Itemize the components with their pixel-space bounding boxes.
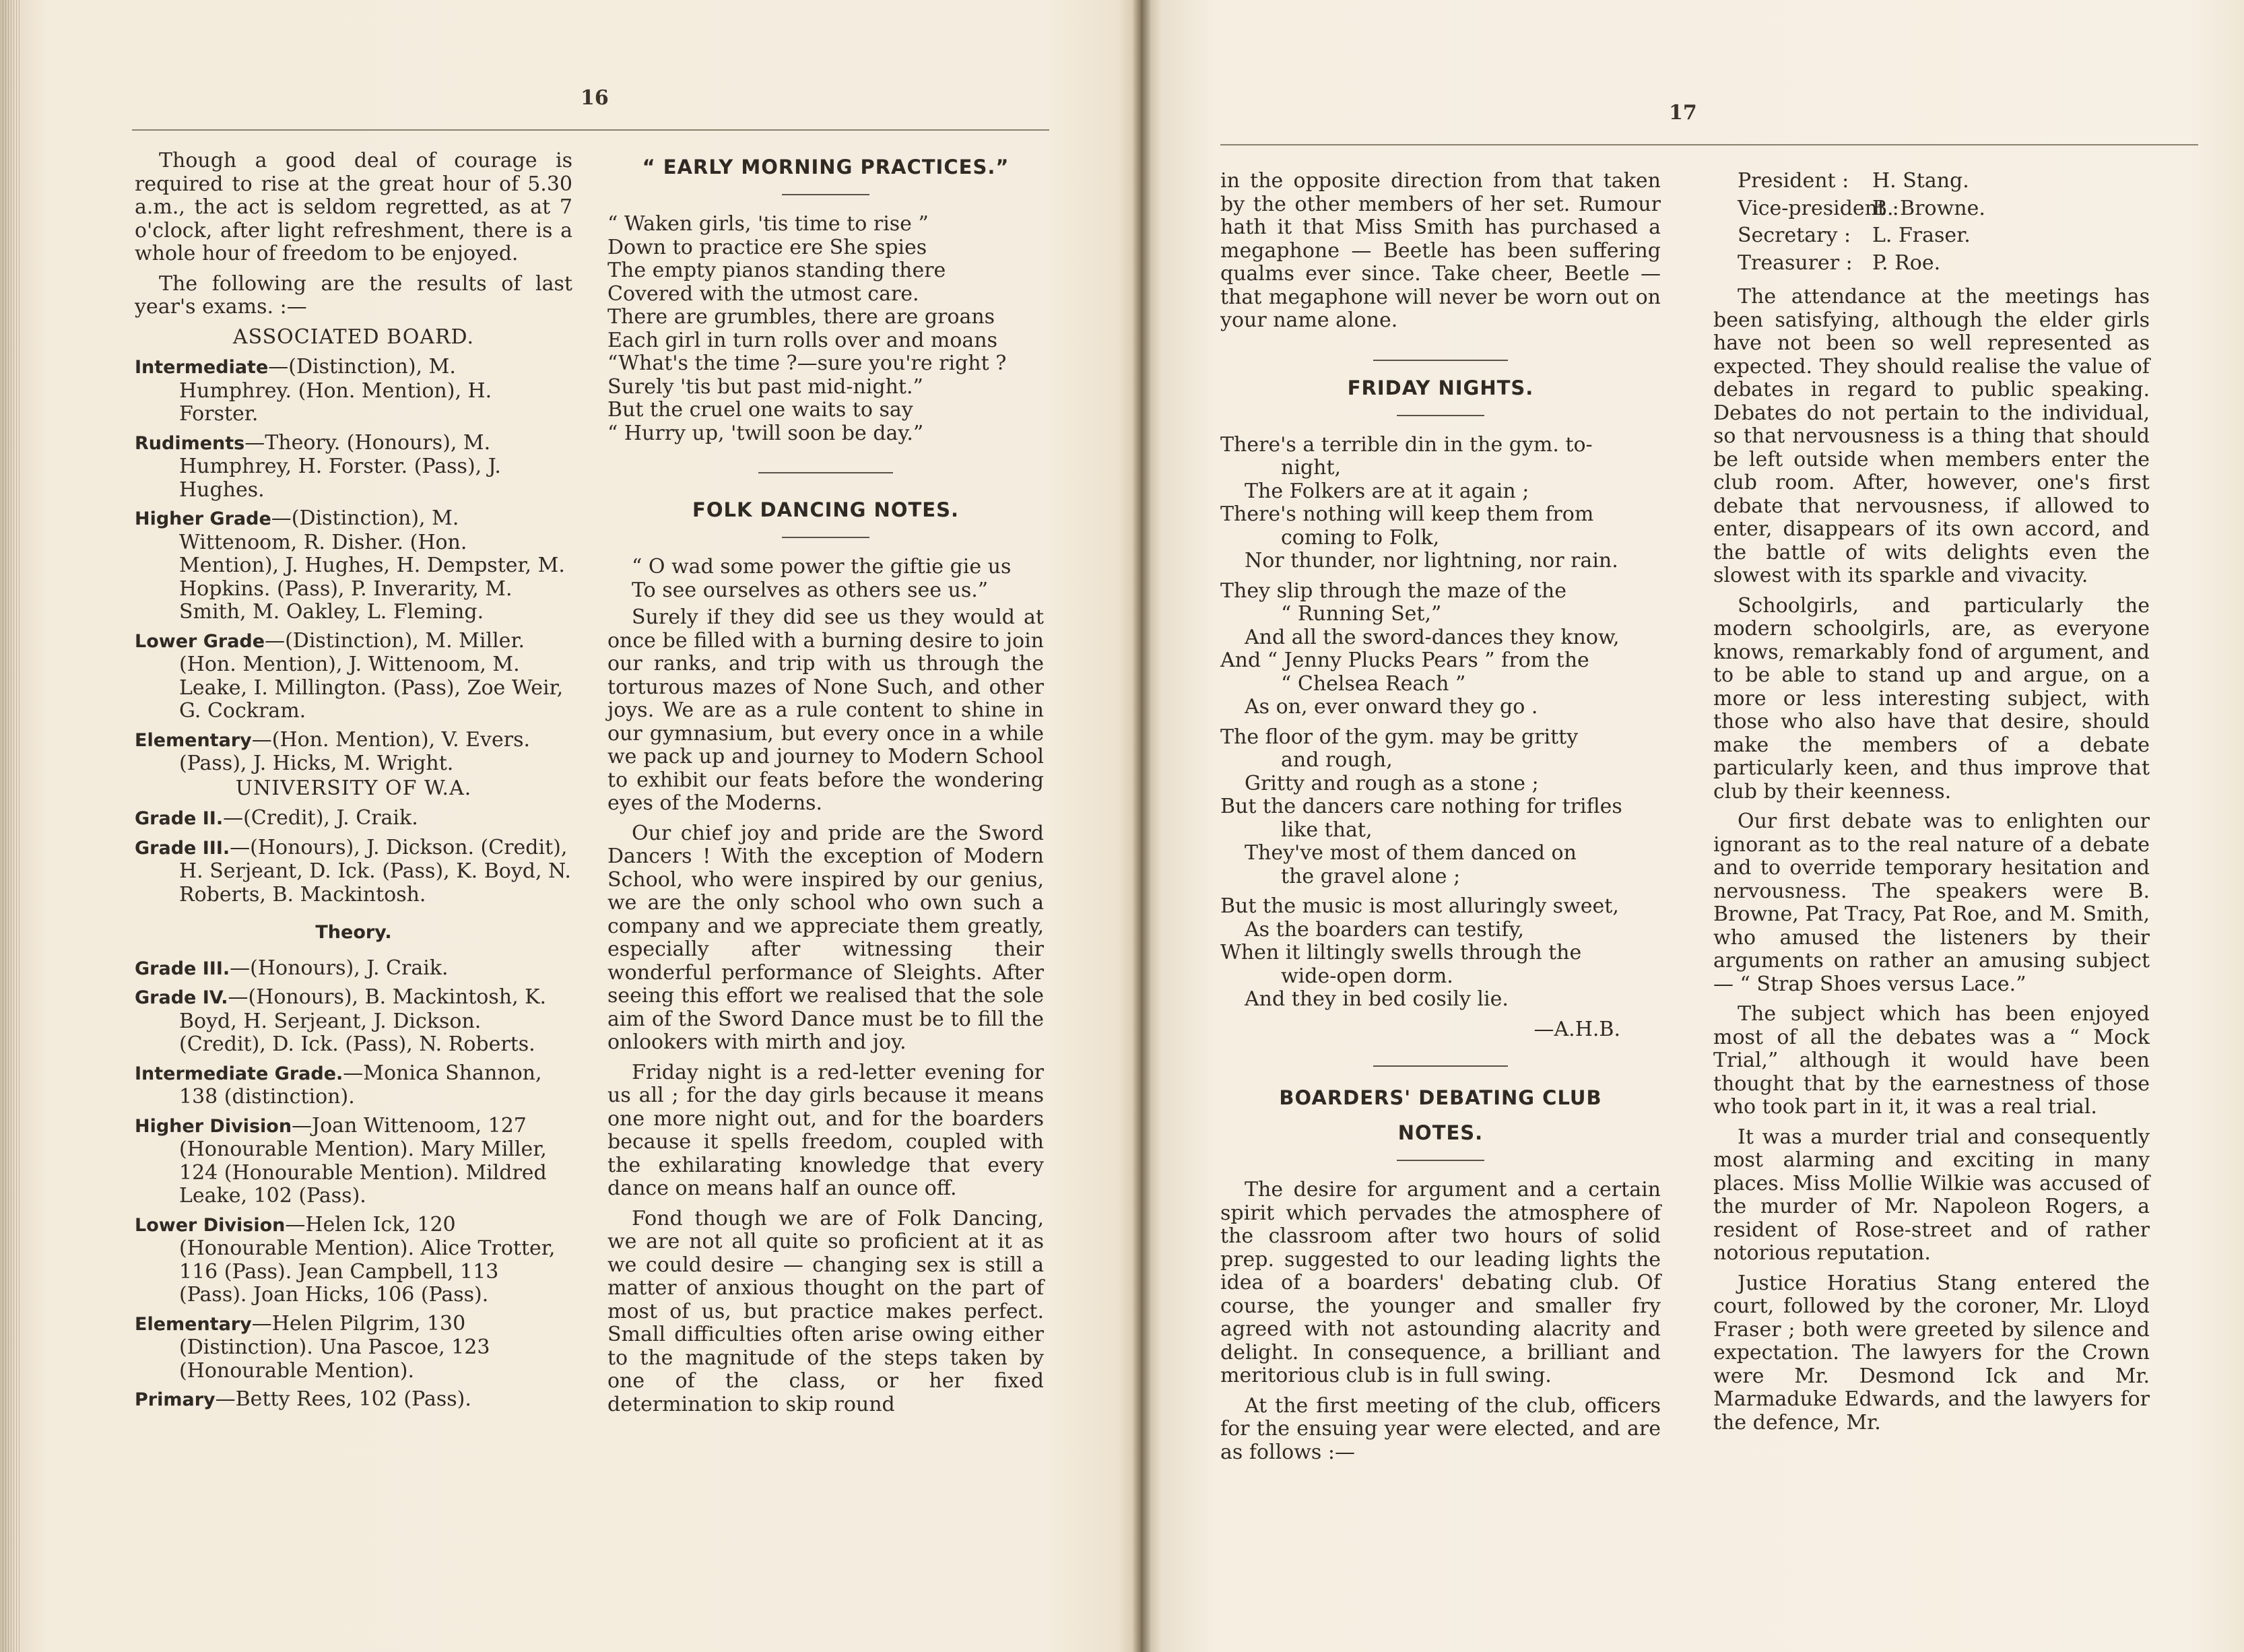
poem-line: As on, ever onward they go . [1245, 695, 1538, 719]
result-entry [135, 836, 572, 907]
folk-quote [607, 556, 1044, 602]
debating-club-title-notes: NOTES. [1397, 1121, 1484, 1144]
poem-line: “ Waken girls, 'tis time to rise ” [607, 212, 929, 236]
result-entry [135, 630, 572, 723]
section-divider [1373, 360, 1508, 361]
poem-line: The floor of the gym. may be gritty [1220, 725, 1579, 749]
debating-continued-column [1713, 170, 2150, 1441]
poem-line: Each girl in turn rolls over and moans [607, 328, 997, 352]
result-entry [135, 507, 572, 624]
book-spine [1133, 0, 1150, 1652]
folk-continuation: in the opposite direction from that taken by the other members of her set. Rumour hath it that Miss Smith has purchased a megaphone — Beetle has been suffering qualms ever since. Take cheer, Beetle — that megaphone will never be worn out on your name alone. [1220, 169, 1661, 332]
debating-paragraph: At the first meeting of the club, officers for the ensuing year were elected, and are as follows :— [1220, 1393, 1661, 1464]
early-morning-poem [607, 213, 1044, 445]
result-text: —Betty Rees, 102 (Pass). [215, 1387, 471, 1411]
result-label: Elementary [135, 729, 252, 751]
result-entry [135, 1115, 572, 1208]
result-text: —Joan Wittenoom, 127 (Honourable Mention). Mary Miller, 124 (Honourable Mention). Mildred Leake, 102 (Pass). [179, 1113, 547, 1208]
poem-stanza [1220, 895, 1661, 1012]
university-results-list [135, 807, 572, 906]
poem-line: The empty pianos standing there [607, 259, 946, 282]
poem-line: And they in bed cosily lie. [1245, 987, 1509, 1011]
folk-paragraph: Fond though we are of Folk Dancing, we are not all quite so proficient at it as we could desire — changing sex is still a matter of anxious thought on the part of most of us, but practice makes perfect. Small difficulties often arise owing either to the magnitude of the steps taken by one of the class, or her fixed determination to skip round [607, 1206, 1044, 1416]
poem-stanza [1220, 726, 1661, 889]
poem-line: There's a terrible din in the gym. to- [1220, 432, 1593, 457]
poem-line: When it liltingly swells through the [1220, 941, 1582, 964]
officer-row [1738, 252, 2150, 275]
result-entry [135, 807, 572, 831]
early-morning-title: “ EARLY MORNING PRACTICES.” [642, 156, 1010, 178]
exam-results-column [135, 150, 572, 1418]
result-label: Rudiments [135, 432, 245, 454]
folk-paragraph: Surely if they did see us they would at once be filled with a burning desire to join our ranks, and trip with us through the torturous mazes of None Such, and other joys. We are as a rule content to shine in our gymnasium, but every once in a while we pack up and journey to Modern School to exhibit our feats before the wondering eyes of the Moderns. [607, 605, 1044, 815]
poem-line: But the cruel one waits to say [607, 398, 913, 422]
poem-line: night, [1281, 456, 1342, 480]
friday-debating-column [1220, 170, 1661, 1471]
theory-heading: Theory. [315, 922, 392, 943]
officer-role: Secretary : [1738, 224, 1851, 247]
result-entry [135, 432, 572, 502]
poem-line: like that, [1281, 818, 1373, 842]
board-results-list [135, 356, 572, 776]
result-label: Higher Division [135, 1115, 292, 1137]
result-entry [135, 356, 572, 426]
right-page [1141, 0, 2244, 1652]
folk-paragraph: Our chief joy and pride are the Sword Dancers ! With the exception of Modern School, who were inspired by our genius, we are the only school who own such a company and we appreciate them greatly, especially after witnessing their wonderful performance of Sleights. After seeing this effort we realised that the sole aim of the Sword Dance must be to fill the onlookers with mirth and joy. [607, 821, 1044, 1054]
poem-line: There's nothing will keep them from [1220, 502, 1594, 526]
poem-line: The Folkers are at it again ; [1245, 479, 1529, 503]
poem-line: And all the sword-dances they know, [1245, 625, 1620, 649]
quote-line: To see ourselves as others see us.” [632, 578, 989, 602]
officer-role: Treasurer : [1738, 251, 1853, 275]
poem-line: They slip through the maze of the [1220, 579, 1566, 603]
university-heading: UNIVERSITY OF W.A. [235, 776, 472, 800]
debating-continued-paragraphs [1713, 286, 2150, 1434]
poem-line: Gritty and rough as a stone ; [1245, 771, 1539, 795]
associated-board-heading: ASSOCIATED BOARD. [232, 325, 475, 349]
result-text: —(Distinction), M. Miller. (Hon. Mention), J. Wittenoom, M. Leake, I. Millington. (Pass), Zoe Weir, G. Cockram. [179, 628, 564, 723]
officer-name: H. Stang. [1872, 169, 1969, 193]
result-label: Intermediate Grade. [135, 1063, 343, 1084]
poem-line: and rough, [1281, 748, 1393, 772]
result-label: Primary [135, 1389, 216, 1410]
result-text: —(Honours), B. Mackintosh, K. Boyd, H. Serjeant, J. Dickson. (Credit), D. Ick. (Pass), N. Roberts. [179, 985, 547, 1056]
poem-line: “ Chelsea Reach ” [1281, 671, 1466, 696]
result-entry [135, 1313, 572, 1383]
quote-line: “ O wad some power the giftie gie us [632, 555, 1012, 579]
poem-line: There are grumbles, there are groans [607, 305, 995, 329]
result-text: —(Credit), J. Craik. [223, 806, 418, 830]
debating-paragraph: Our first debate was to enlighten our ignorant as to the real nature of a debate and to override temporary hesitation and nervousness. The speakers were B. Browne, Pat Tracy, Pat Roe, and M. Smith, who amused the listeners by their arguments on rather an amusing subject — “ Strap Shoes versus Lace.” [1713, 810, 2150, 996]
friday-nights-title: FRIDAY NIGHTS. [1347, 376, 1534, 399]
result-label: Intermediate [135, 357, 269, 378]
poem-line: “ Hurry up, 'twill soon be day.” [607, 421, 924, 445]
result-label: Grade II. [135, 808, 224, 829]
result-label: Lower Division [135, 1214, 286, 1236]
folk-dancing-title: FOLK DANCING NOTES. [692, 498, 959, 521]
poem-line: “What's the time ?—sure you're right ? [607, 352, 1007, 375]
poem-line: But the music is most alluringly sweet, [1220, 894, 1619, 918]
result-text: —(Honours), J. Craik. [230, 956, 449, 980]
result-text: —Helen Ick, 120 (Honourable Mention). Alice Trotter, 116 (Pass). Jean Campbell, 113 (Pass). Joan Hicks, 106 (Pass). [179, 1212, 556, 1307]
poem-line: Nor thunder, nor lightning, nor rain. [1245, 549, 1618, 572]
section-divider [758, 472, 893, 473]
poem-line: As the boarders can testify, [1245, 917, 1524, 941]
result-label: Lower Grade [135, 630, 265, 652]
result-text: —Helen Pilgrim, 130 (Distinction). Una Pascoe, 123 (Honourable Mention). [179, 1311, 490, 1383]
title-rule [782, 194, 869, 195]
poem-line: Covered with the utmost care. [607, 282, 919, 306]
poem-stanza [1220, 434, 1661, 573]
title-rule [1397, 415, 1484, 416]
poem-line: Surely 'tis but past mid-night.” [607, 374, 923, 399]
result-entry [135, 729, 572, 776]
debating-paragraph: The subject which has been enjoyed most of all the debates was a “ Mock Trial,” although it would have been thought that by the earnestness of those who took part in it, it was a real trial. [1713, 1002, 2150, 1119]
poem-line: coming to Folk, [1281, 525, 1440, 550]
officers-list [1713, 170, 2150, 275]
debating-paragraph: Justice Horatius Stang entered the court, followed by the coroner, Mr. Lloyd Fraser ; both were greeted by silence and expectation. The lawyers for the Crown were Mr. Desmond Ick and Mr. Marmaduke Edwards, and the lawyers for the defence, Mr. [1713, 1271, 2150, 1434]
page-number-right: 17 [1669, 101, 1697, 125]
intro-paragraph: Though a good deal of courage is required to rise at the great hour of 5.30 a.m., the act is seldom regretted, as at 7 o'clock, after light refreshment, there is a whole hour of freedom to be enjoyed. [135, 149, 572, 265]
officer-row [1738, 170, 2150, 193]
officer-role: Vice-president : [1738, 196, 1899, 220]
header-rule-left [132, 129, 1049, 131]
poem-line: the gravel alone ; [1281, 864, 1461, 888]
debating-paragraph: Schoolgirls, and particularly the modern schoolgirls, are, as everyone knows, remarkably fond of argument, and to be able to stand up and argue, on a more or less interesting subject, with those who also have that desire, should make the members of a debate particularly keen, and thus improve that club by their keenness. [1713, 593, 2150, 803]
result-entry [135, 1062, 572, 1109]
poem-stanza [1220, 580, 1661, 719]
result-entry [135, 986, 572, 1057]
folk-paragraphs [607, 606, 1044, 1416]
result-entry [135, 1214, 572, 1307]
result-text: —Monica Shannon, 138 (distinction). [179, 1061, 542, 1109]
officer-name: B. Browne. [1872, 196, 1985, 220]
folk-paragraph: Friday night is a red-letter evening for us all ; for the day girls because it means one more night out, and for the boarders because it spells freedom, coupled with the exhilarating knowledge that every dance on means half an ounce off. [607, 1060, 1044, 1200]
officer-row [1738, 197, 2150, 221]
result-label: Higher Grade [135, 508, 271, 529]
debating-club-title: BOARDERS' DEBATING CLUB [1279, 1086, 1602, 1109]
poem-signature: —A.H.B. [1533, 1017, 1620, 1041]
officer-role: President : [1738, 169, 1849, 193]
poem-line: And “ Jenny Plucks Pears ” from the [1220, 649, 1589, 672]
page-edge-stack [3, 0, 22, 1652]
friday-nights-poem [1220, 434, 1661, 1012]
poem-line: wide-open dorm. [1281, 964, 1453, 988]
debating-paragraph: The attendance at the meetings has been satisfying, although the elder girls have not been so well represented as expected. They should realise the value of debates in regard to public speaking. Debates do not pertain to the individual, so that nervousness is a thing that should be left outside when members enter the club room. After, however, one's first debate that nervousness, if allowed to enter, disappears of its own accord, and the battle of wits delights even the slowest with its sparkle and vivacity. [1713, 285, 2150, 587]
result-entry [135, 1388, 572, 1412]
title-rule [782, 537, 869, 538]
poem-line: “ Running Set,” [1281, 602, 1442, 626]
section-divider [1373, 1065, 1508, 1067]
poem-line: They've most of them danced on [1245, 841, 1577, 865]
poem-line: But the dancers care nothing for trifles [1220, 795, 1622, 818]
page-number-left: 16 [581, 86, 609, 110]
result-text: —(Hon. Mention), V. Evers. (Pass), J. Hicks, M. Wright. [179, 727, 531, 775]
result-label: Grade III. [135, 837, 230, 859]
result-text: —(Distinction), M. Wittenoom, R. Disher. (Hon. Mention), J. Hughes, H. Dempster, M. Hopkins. (Pass), P. Inverarity, M. Smith, M. Oakley, L. Fleming. [179, 506, 565, 624]
debating-paragraphs [1220, 1179, 1661, 1464]
practices-folk-column [607, 150, 1044, 1423]
header-rule-right [1220, 144, 2198, 145]
result-label: Grade III. [135, 958, 230, 979]
result-text: —Theory. (Honours), M. Humphrey, H. Forster. (Pass), J. Hughes. [179, 430, 501, 502]
title-rule [1397, 1160, 1484, 1161]
debating-paragraph: It was a murder trial and consequently most alarming and exciting in many places. Miss Mollie Wilkie was accused of the murder of Mr. Napoleon Rogers, a resident of Rose-street and of rather notorious reputation. [1713, 1125, 2150, 1265]
result-text: —(Distinction), M. Humphrey. (Hon. Mention), H. Forster. [179, 355, 492, 426]
result-entry [135, 957, 572, 981]
results-intro: The following are the results of last year's exams. :— [135, 271, 572, 319]
poem-line: Down to practice ere She spies [607, 235, 927, 259]
officer-row [1738, 224, 2150, 248]
debating-paragraph: The desire for argument and a certain spirit which pervades the atmosphere of the classroom after two hours of solid prep. suggested to our leading lights the idea of a boarders' debating club. Of course, the younger and smaller fry agreed with not astounding alacrity and delight. In consequence, a brilliant and meritorious club is in full swing. [1220, 1178, 1661, 1387]
theory-results-list [135, 957, 572, 1412]
result-text: —(Honours), J. Dickson. (Credit), H. Serjeant, D. Ick. (Pass), K. Boyd, N. Roberts, B. Mackintosh. [179, 835, 571, 906]
result-label: Grade IV. [135, 987, 228, 1008]
officer-name: P. Roe. [1872, 251, 1941, 275]
officer-name: L. Fraser. [1872, 224, 1971, 247]
result-label: Elementary [135, 1313, 252, 1335]
